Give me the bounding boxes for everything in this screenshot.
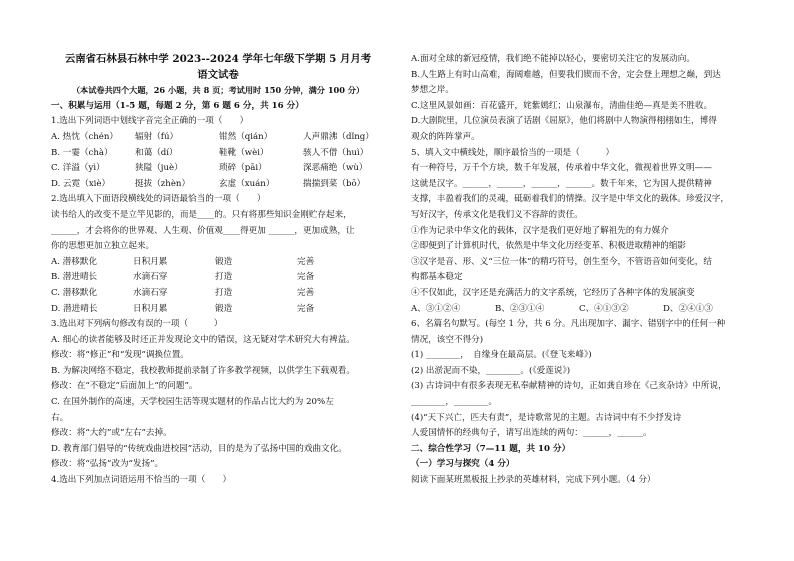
q1-option-d xyxy=(51,177,385,193)
q3-line: 修改：在“不稳定”后面加上“的问题”。 xyxy=(51,381,198,392)
q1-a-3: 钳然（qián） xyxy=(219,131,273,142)
q2-passage-1: 读书给人的改变不是立竿见影的，而是____的。只有将那些知识金刚贮存起来， xyxy=(51,209,352,220)
q5-option-d: D、②④①③ xyxy=(663,303,713,314)
q1-a-2: 辐射（fú） xyxy=(135,131,179,142)
q6-item-3: (3) 古诗词中有很多表现无私奉献精神的诗句，正如龚自珍在《己亥杂诗》中所说， xyxy=(411,381,727,392)
q3-line: 修改：将“弘扬”改为“发扬”。 xyxy=(51,459,164,470)
left-column xyxy=(51,52,385,489)
q1-c-3: 琐碎（pāi） xyxy=(219,163,267,174)
q2-d-4: 完备 xyxy=(297,303,315,314)
q4-option: A.面对全球的新冠疫情，我们绝不能掉以轻心，要密切关注它的发展动向。 xyxy=(411,54,695,64)
q2-c-1: C. 潜移默化 xyxy=(51,287,98,298)
q2-a-2: 日积月累 xyxy=(133,256,168,267)
q2-d-3: 锻造 xyxy=(215,303,233,314)
q3-line: C. 在国外制作的高速，天学校园生活等现实题材的作品占比大约为 20%左 xyxy=(51,397,334,408)
q2-b-1: B. 潜进晴长 xyxy=(51,272,98,283)
exam-title: 云南省石林县石林中学 2023--2024 学年七年级下学期 5 月月考 xyxy=(64,53,372,65)
q6-item-1: (1) ________， 自缘身在最高层。(《登飞来峰》) xyxy=(411,350,592,361)
q6-stem-1: 6、名篇名句默写。(每空 1 分，共 6 分。凡出现加字、漏字、错别字中的任何一种 xyxy=(411,319,726,330)
q1-b-2: 和蔼（dí） xyxy=(135,147,178,158)
q2-b-2: 水滴石穿 xyxy=(133,272,168,283)
section-2-subheading: （一）学习与探究（4 分） xyxy=(411,459,515,470)
section-2-heading: 二、综合性学习（7—11 题，共 10 分） xyxy=(411,443,571,454)
q1-stem: 1.选出下列词语中划线字音完全正确的一项（ ） xyxy=(51,116,249,127)
q6-item-4: (4)“天下兴亡，匹夫有责”，是诗歌常见的主题。古诗词中有不少抒发诗 xyxy=(411,412,682,423)
exam-subtitle: 语文试卷 xyxy=(197,68,239,81)
q5-passage: 这就是汉字。______，______，______，______。数千年来，它为国人提供精神 xyxy=(411,178,712,189)
q4-option: B.人生路上有时山高难，海阔难越，但要我们锲而不舍，定会登上理想之巅，到达 xyxy=(411,69,721,80)
q2-a-3: 锻造 xyxy=(215,256,233,267)
q3-line: 修改：将“大约”或“左右”去掉。 xyxy=(51,428,172,439)
q2-option-b xyxy=(51,270,385,286)
q1-d-2: 挺拔（zhèn） xyxy=(135,178,191,189)
q2-option-d xyxy=(51,302,385,318)
q3-stem: 3.选出对下列病句修改有误的一项（ ） xyxy=(51,319,223,330)
q6-stem-2: 情况，该空不得分) xyxy=(411,334,484,345)
q1-a-4: 人声鼎沸（dǐng） xyxy=(303,131,374,142)
q1-b-3: 鞋靴（wèi） xyxy=(219,147,269,158)
q3-line: D. 教育部门倡导的“传统戏曲进校园”活动，目的是为了弘扬中国的戏曲文化。 xyxy=(51,443,347,454)
q2-option-a xyxy=(51,255,385,271)
q2-d-1: D. 潜进晴长 xyxy=(51,303,98,314)
q5-item: ①作为记录中华文化的载体，汉字是我们更好地了解祖先的有力媒介 xyxy=(411,225,669,236)
q2-a-1: A. 潜移默化 xyxy=(51,256,98,267)
q1-d-3: 玄虚（xuán） xyxy=(219,178,275,189)
q4-option: D.大剧院里，几位演员表演了话剧《屈原》，他们将剧中人物演得栩栩如生，博得 xyxy=(411,116,717,127)
q4-stem: 4.选出下列加点词语运用不恰当的一项（ ） xyxy=(51,475,232,486)
q1-c-1: C. 洋溢（yì） xyxy=(51,163,105,174)
q1-b-4: 骇人不借（huì） xyxy=(303,147,369,158)
q5-item: 构都基本稳定 xyxy=(411,272,463,283)
exam-note: （本试卷共四个大题，26 小题，共 8 页；考试用时 150 分钟，满分 100 分） xyxy=(71,85,365,96)
q2-option-c xyxy=(51,286,385,302)
q2-d-2: 日积月累 xyxy=(133,303,168,314)
q2-c-4: 完善 xyxy=(297,287,315,298)
q5-item: ②即便到了计算机时代，依然是中华文化历经变革、积极进取精神的缩影 xyxy=(411,241,687,252)
q2-a-4: 完善 xyxy=(297,256,315,267)
q6-item-3-cont: ________，________。 xyxy=(411,397,497,408)
q5-item: ④不仅如此，汉字还是充满活力的文字系统，它经历了各种字体的发展演变 xyxy=(411,287,695,298)
q5-passage: 支撑，丰盈着我们的灵魂，砥砺着我们的情操。汉字是中华文化的载体。珍爱汉字， xyxy=(411,194,729,205)
q2-passage-2: ______，才会将你的世界观、人生观、价值观____得更加 ______，更加成熟，让 xyxy=(51,225,355,236)
q2-b-4: 完备 xyxy=(297,272,315,283)
q1-c-2: 狭隘（juè） xyxy=(135,163,183,174)
q3-line: 右。 xyxy=(51,412,69,423)
q5-option-c: C、④①③② xyxy=(579,303,629,314)
q4-option: 观众的阵阵掌声。 xyxy=(411,131,480,142)
q5-passage: 写好汉字，传承文化是我们义不容辞的责任。 xyxy=(411,209,583,220)
q2-c-2: 水滴石穿 xyxy=(133,287,168,298)
q3-line: B. 为解决网络不稳定，我校教师提前录制了许多教学视频，以供学生下载观看。 xyxy=(51,365,355,376)
q5-passage: 有一种符号，万千个方块，数千年发展，传承着中华文化，微视着世界文明—— xyxy=(411,163,712,174)
q2-stem: 2.选出填入下面语段横线处的词语最恰当的一项（ ） xyxy=(51,194,266,205)
q5-option-b: B、②③①④ xyxy=(495,303,545,314)
q2-c-3: 打造 xyxy=(215,287,233,298)
q4-option: C.这里风景如画：百花盛开，姹紫嫣红；山泉瀑布，清曲佳绝—真是美不胜收。 xyxy=(411,100,713,111)
section-2-intro: 阅读下面某班黑板报上抄录的英雄材料，完成下列小题。（4 分） xyxy=(411,475,656,486)
q1-d-1: D. 云霓（xiè） xyxy=(51,178,111,189)
q3-line: A. 细心的读者能够及时还正并发现论文中的错误，这无疑对学术研究大有裨益。 xyxy=(51,334,355,345)
q5-item: ③汉字是音、形、义“三位一体”的精巧符号，创生至今，不管语音如何变化，结 xyxy=(411,256,712,267)
q4-option: 梦想之岸。 xyxy=(411,85,454,96)
q1-c-4: 深恶痛绝（wù） xyxy=(303,163,368,174)
q2-b-3: 打造 xyxy=(215,272,233,283)
q1-a-1: A. 热忱（chén） xyxy=(51,131,119,142)
right-column xyxy=(411,52,750,489)
q1-d-4: 揣揣到菜（bō） xyxy=(303,178,366,189)
q3-line: 修改：将“修正”和“发现”调换位置。 xyxy=(51,350,189,361)
q5-stem: 5、填入文中横线处，顺序最恰当的一项是（ ） xyxy=(411,147,615,158)
q1-b-1: B. 一霎（chà） xyxy=(51,147,113,158)
q1-option-c xyxy=(51,161,385,177)
q2-passage-3: 你的思想更加立独立起来。 xyxy=(51,241,155,252)
q6-item-4-cont: 人爱国情怀的经典句子，请写出连续的两句：______，______。 xyxy=(411,428,652,439)
section-1-heading: 一、积累与运用（1-5 题，每题 2 分，第 6 题 6 分，共 16 分） xyxy=(51,100,304,111)
q1-option-a xyxy=(51,130,385,146)
q6-item-2: (2) 出淤泥而不染，________。(《爱莲说》) xyxy=(411,365,571,376)
q5-options xyxy=(411,302,750,318)
q1-option-b xyxy=(51,146,385,162)
q5-option-a: A、③①②④ xyxy=(411,303,461,314)
